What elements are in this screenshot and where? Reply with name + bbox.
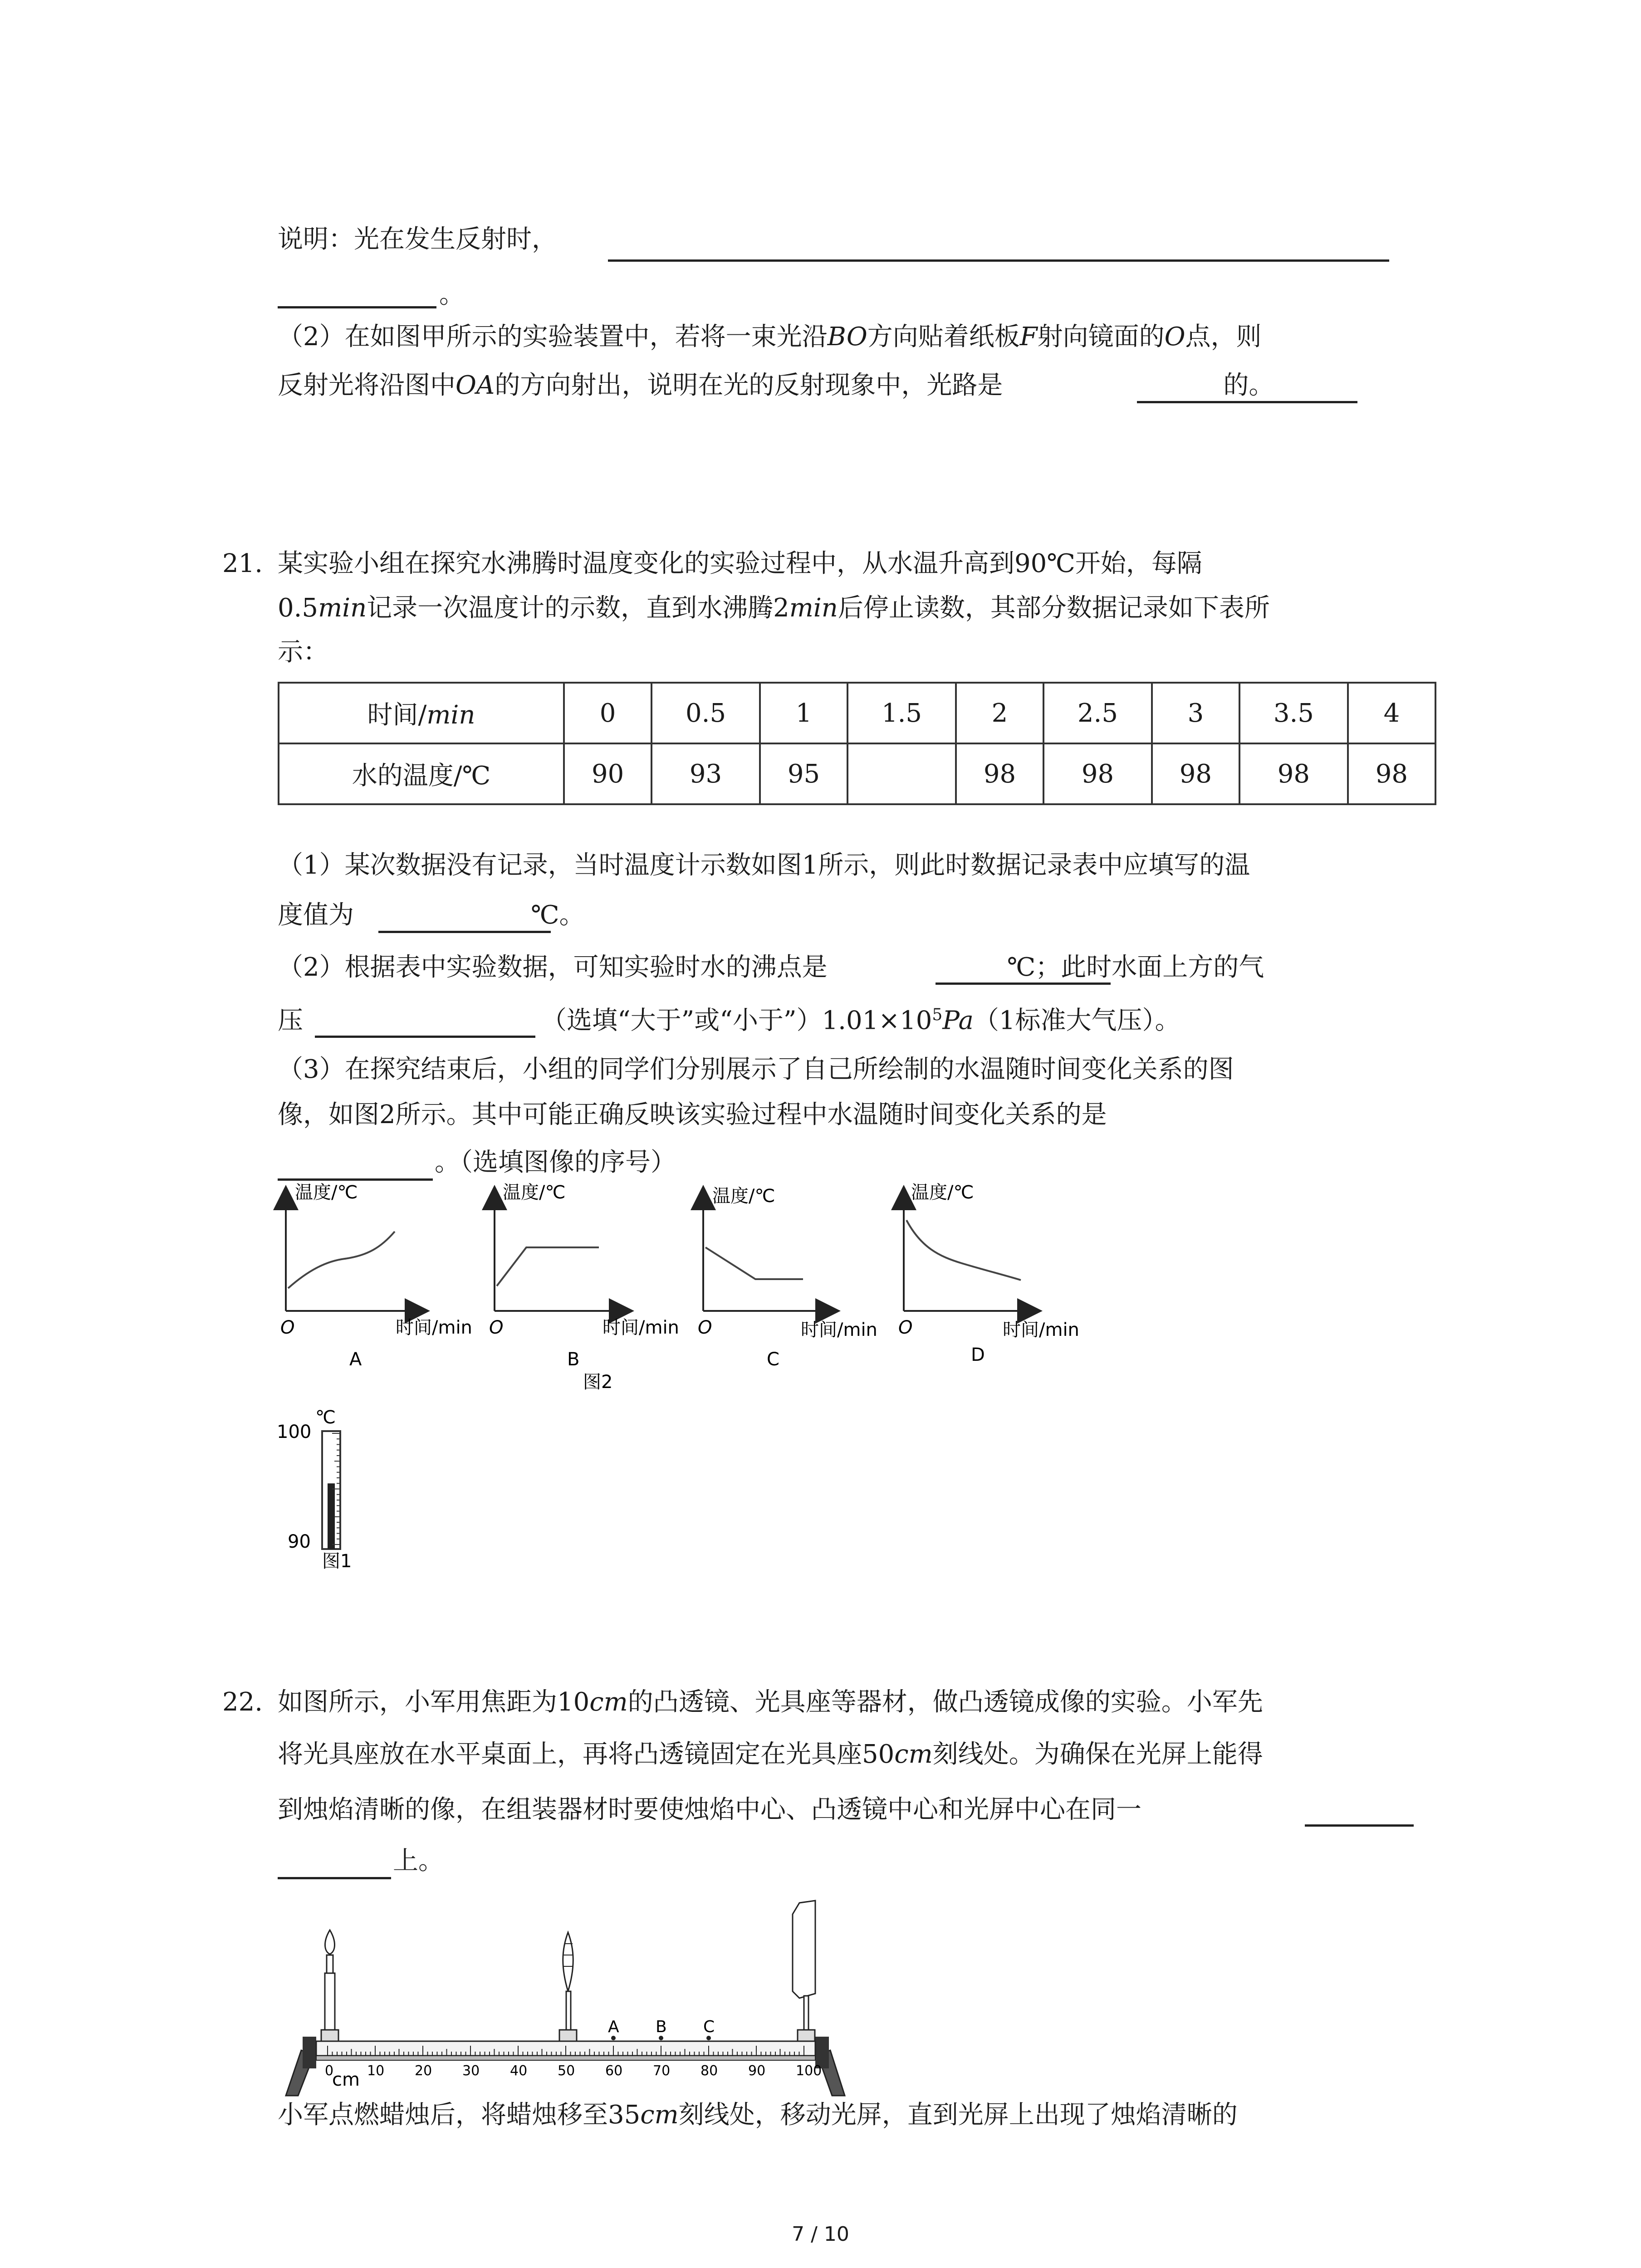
q22-number: 22. <box>222 1687 263 1717</box>
thermo-unit: ℃ <box>315 1407 336 1428</box>
q21-p3-line2: 像，如图2所示。其中可能正确反映该实验过程中水温随时间变化关系的是 <box>278 1100 1107 1129</box>
curve-a <box>288 1232 395 1288</box>
table-cell: 3.5 <box>1239 683 1348 743</box>
ylabel-b: 温度/℃ <box>503 1182 566 1203</box>
table-cell: 0.5 <box>652 683 760 743</box>
table-cell: 2 <box>956 683 1043 743</box>
q20-line1-text: 说明：光在发生反射时， <box>278 225 557 254</box>
bench-point-label: B <box>656 2018 667 2036</box>
data-table <box>278 682 1436 805</box>
bench-point-label: C <box>703 2018 715 2036</box>
table-header-temp: 水的温度/℃ <box>279 743 564 804</box>
answer-blank[interactable] <box>936 982 1111 985</box>
answer-blank[interactable] <box>278 1877 391 1879</box>
q20-line1 <box>278 227 557 252</box>
thermo-bottom-label: 90 <box>288 1531 311 1552</box>
origin-c: O <box>698 1317 712 1338</box>
q22-line1: 如图所示，小军用焦距为10cm的凸透镜、光具座等器材，做凸透镜成像的实验。小军先 <box>278 1687 1263 1717</box>
bench-tick-label: 40 <box>510 2063 528 2079</box>
figure-2-graphs <box>268 1179 1220 1397</box>
q20-line2-end: 。 <box>439 280 465 309</box>
table-cell: 4 <box>1348 683 1435 743</box>
graph-b[interactable] <box>489 1182 679 1370</box>
table-cell: 93 <box>652 743 760 804</box>
table-cell: 95 <box>760 743 847 804</box>
figure-2-caption: 图2 <box>583 1372 613 1393</box>
xlabel-c: 时间/min <box>801 1320 877 1340</box>
bench-tick-label: 100 <box>796 2063 822 2079</box>
ylabel-c: 温度/℃ <box>712 1186 775 1207</box>
bench-tick-label: 60 <box>605 2063 623 2079</box>
q20-sub2-line1: （2）在如图甲所示的实验装置中，若将一束光沿BO方向贴着纸板F射向镜面的O点，则 <box>278 322 1262 352</box>
curve-d <box>906 1220 1021 1280</box>
bench-tick-label: 90 <box>748 2063 766 2079</box>
xlabel-b: 时间/min <box>603 1317 679 1338</box>
letter-c: C <box>767 1349 779 1370</box>
answer-blank[interactable] <box>378 931 551 933</box>
q21-line1: 某实验小组在探究水沸腾时温度变化的实验过程中，从水温升高到90℃开始，每隔 <box>278 549 1202 578</box>
bench-tick-label: 10 <box>367 2063 385 2079</box>
optical-bench-figure <box>278 1901 877 2109</box>
table-cell: 2.5 <box>1043 683 1152 743</box>
bench-points <box>608 2018 715 2040</box>
q22-line3: 到烛焰清晰的像，在组装器材时要使烛焰中心、凸透镜中心和光屏中心在同一 <box>278 1795 1141 1824</box>
q22-line5: 小军点燃蜡烛后，将蜡烛移至35cm刻线处，移动光屏，直到光屏上出现了烛焰清晰的 <box>278 2100 1238 2130</box>
light-screen[interactable] <box>793 1901 815 2041</box>
graph-c[interactable] <box>698 1186 877 1370</box>
origin-d: O <box>898 1317 913 1338</box>
answer-blank[interactable] <box>315 1036 535 1038</box>
letter-b: B <box>567 1349 580 1370</box>
ylabel-d: 温度/℃ <box>911 1182 974 1203</box>
table-row <box>279 743 1435 804</box>
bench-tick-label: 70 <box>653 2063 671 2079</box>
curve-c <box>705 1247 803 1279</box>
q21-p3-line3: 。（选填图像的序号） <box>435 1148 676 1177</box>
q21-p2-line1: （2）根据表中实验数据，可知实验时水的沸点是 ℃；此时水面上方的气 <box>278 953 1264 982</box>
q21-line2: 0.5min记录一次温度计的示数，直到水沸腾2min后停止读数，其部分数据记录如下表所 <box>278 593 1270 623</box>
curve-b <box>497 1247 599 1286</box>
table-cell: 1 <box>760 683 847 743</box>
origin-b: O <box>489 1317 504 1338</box>
q21-p2-line2: 压 （选填“大于”或“小于$”)1.01\times 10^5Pa(1$标准大气压）。 <box>278 1006 1181 1036</box>
q21-p1-line2: 度值为 ℃。 <box>278 900 585 930</box>
table-row <box>279 683 1435 743</box>
table-cell: 98 <box>1239 743 1348 804</box>
table-cell: 98 <box>1152 743 1239 804</box>
convex-lens[interactable] <box>559 1932 577 2041</box>
table-cell: 1.5 <box>847 683 956 743</box>
answer-blank[interactable] <box>1305 1824 1414 1827</box>
bench-point <box>659 2036 663 2040</box>
letter-d: D <box>971 1344 985 1365</box>
figure-1-thermometer <box>277 1406 386 1572</box>
table-cell: 90 <box>564 743 652 804</box>
ylabel-a: 温度/℃ <box>295 1182 358 1203</box>
bench-point <box>611 2036 616 2040</box>
page-number: 7 / 10 <box>792 2223 849 2246</box>
candle[interactable] <box>321 1930 338 2041</box>
q22-line2: 将光具座放在水平桌面上，再将凸透镜固定在光具座50cm刻线处。为确保在光屏上能得 <box>278 1740 1263 1769</box>
bench-scale-labels <box>325 2063 822 2079</box>
xlabel-d: 时间/min <box>1003 1320 1079 1340</box>
bench-tick-label: 80 <box>700 2063 718 2079</box>
bench-point-label: A <box>608 2018 619 2036</box>
bench-tick-label: 0 <box>325 2063 334 2079</box>
graph-a[interactable] <box>280 1182 472 1370</box>
answer-blank[interactable] <box>608 259 1389 262</box>
answer-blank[interactable] <box>1137 401 1357 403</box>
q20-sub2-line2: 反射光将沿图中OA的方向射出，说明在光的反射现象中，光路是 的。 <box>278 371 1274 400</box>
table-cell-empty[interactable] <box>847 743 956 804</box>
bench-unit: cm <box>332 2069 360 2090</box>
thermo-mercury <box>328 1483 335 1549</box>
q22-line4: 上。 <box>393 1846 444 1876</box>
table-cell: 0 <box>564 683 652 743</box>
table-header-time: 时间/min <box>279 683 564 743</box>
table-cell: 98 <box>956 743 1043 804</box>
xlabel-a: 时间/min <box>396 1317 472 1338</box>
table-cell: 3 <box>1152 683 1239 743</box>
origin-a: O <box>280 1317 295 1338</box>
table-cell: 98 <box>1043 743 1152 804</box>
table-cell: 98 <box>1348 743 1435 804</box>
bench-point <box>706 2036 711 2040</box>
q21-p1-line1: （1）某次数据没有记录，当时温度计示数如图1所示，则此时数据记录表中应填写的温 <box>278 850 1250 880</box>
answer-blank[interactable] <box>278 306 436 308</box>
thermo-top-label: 100 <box>277 1422 312 1442</box>
graph-d[interactable] <box>898 1182 1079 1365</box>
q21-p3-line1: （3）在探究结束后，小组的同学们分别展示了自己所绘制的水温随时间变化关系的图 <box>278 1055 1234 1084</box>
q21-number: 21. <box>222 549 263 578</box>
bench-tick-label: 30 <box>462 2063 480 2079</box>
bench-tick-label: 20 <box>415 2063 432 2079</box>
bench-tick-label: 50 <box>558 2063 575 2079</box>
letter-a: A <box>349 1349 362 1370</box>
figure-1-caption: 图1 <box>322 1551 352 1572</box>
q21-line3: 示： <box>278 637 328 667</box>
